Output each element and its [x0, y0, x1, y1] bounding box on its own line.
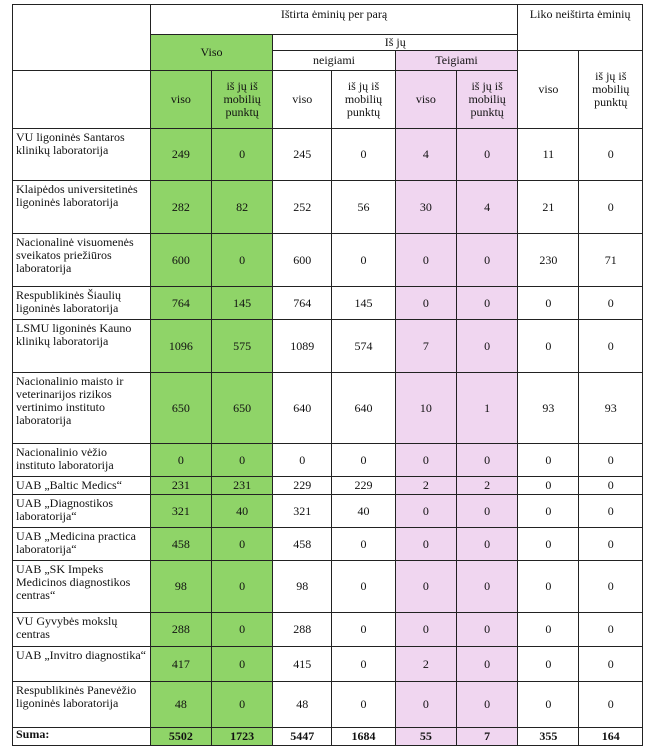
cell-total-mobile: 0 [212, 561, 273, 613]
cell-left-mobile: 0 [579, 287, 643, 320]
cell-positive: 0 [395, 613, 456, 647]
cell-left-mobile: 93 [579, 373, 643, 444]
cell-negative-mobile: 0 [332, 528, 395, 561]
sum-row [13, 728, 643, 746]
cell-left-mobile: 0 [579, 320, 643, 373]
table-row [13, 561, 643, 613]
cell-negative-mobile: 574 [332, 320, 395, 373]
cell-total-mobile: 0 [212, 613, 273, 647]
cell-positive-mobile: 0 [456, 613, 517, 647]
sum-cell-positive-mobile: 7 [456, 728, 517, 746]
table-row [13, 129, 643, 181]
cell-negative-mobile: 0 [332, 444, 395, 477]
cell-left-mobile: 0 [579, 682, 643, 728]
cell-positive-mobile: 0 [456, 287, 517, 320]
table-row [13, 320, 643, 373]
table-row [13, 444, 643, 477]
cell-negative: 1089 [273, 320, 332, 373]
sum-cell-total-mobile: 1723 [212, 728, 273, 746]
header-blank-cell-2 [13, 71, 151, 129]
cell-positive: 30 [395, 181, 456, 234]
header-left-viso: viso [518, 51, 579, 129]
cell-positive-mobile: 0 [456, 528, 517, 561]
cell-left-mobile: 0 [579, 129, 643, 181]
cell-left-mobile: 0 [579, 495, 643, 528]
cell-total: 458 [150, 528, 211, 561]
cell-left: 0 [518, 495, 579, 528]
lab-name: UAB „Diagnostikos laboratorija“ [13, 495, 151, 528]
header-remaining-untested: Liko neištirta ėminių [518, 5, 643, 51]
sum-cell-left-mobile: 164 [579, 728, 643, 746]
lab-name: Nacionalinio vėžio instituto laboratorija [13, 444, 151, 477]
sum-cell-positive: 55 [395, 728, 456, 746]
cell-negative-mobile: 145 [332, 287, 395, 320]
cell-left: 0 [518, 444, 579, 477]
cell-left-mobile: 0 [579, 613, 643, 647]
cell-total-mobile: 0 [212, 129, 273, 181]
cell-total: 650 [150, 373, 211, 444]
cell-left-mobile: 0 [579, 477, 643, 495]
cell-left: 21 [518, 181, 579, 234]
header-tested-per-day: Ištirta ėminių per parą [150, 5, 517, 35]
cell-total-mobile: 145 [212, 287, 273, 320]
cell-total: 0 [150, 444, 211, 477]
lab-name: UAB „SK Impeks Medicinos diagnostikos centras“ [13, 561, 151, 613]
table-row [13, 373, 643, 444]
cell-total: 1096 [150, 320, 211, 373]
sum-cell-negative-mobile: 1684 [332, 728, 395, 746]
cell-negative-mobile: 56 [332, 181, 395, 234]
cell-left: 0 [518, 647, 579, 682]
cell-total-mobile: 82 [212, 181, 273, 234]
cell-negative-mobile: 0 [332, 129, 395, 181]
header-negative-mobile: iš jų iš mobilių punktų [332, 71, 395, 129]
header-left-mobile: iš jų iš mobilių punktų [579, 51, 643, 129]
lab-name: Nacionalinio maisto ir veterinarijos rizikos vertinimo instituto laboratorija [13, 373, 151, 444]
cell-total: 98 [150, 561, 211, 613]
cell-positive: 7 [395, 320, 456, 373]
cell-positive-mobile: 0 [456, 320, 517, 373]
header-total-mobile: iš jų iš mobilių punktų [212, 71, 273, 129]
cell-negative: 415 [273, 647, 332, 682]
lab-name: Respublikinės Panevėžio ligoninės laboratorija [13, 682, 151, 728]
cell-total: 48 [150, 682, 211, 728]
cell-total-mobile: 650 [212, 373, 273, 444]
cell-negative: 245 [273, 129, 332, 181]
cell-negative-mobile: 640 [332, 373, 395, 444]
cell-total: 282 [150, 181, 211, 234]
cell-total-mobile: 0 [212, 528, 273, 561]
cell-total: 231 [150, 477, 211, 495]
cell-positive-mobile: 0 [456, 234, 517, 287]
cell-left: 230 [518, 234, 579, 287]
cell-negative: 229 [273, 477, 332, 495]
cell-total: 600 [150, 234, 211, 287]
cell-positive: 0 [395, 287, 456, 320]
cell-left-mobile: 0 [579, 528, 643, 561]
cell-left: 0 [518, 477, 579, 495]
header-blank-cell [13, 5, 151, 71]
cell-negative: 48 [273, 682, 332, 728]
cell-total-mobile: 0 [212, 444, 273, 477]
cell-positive: 10 [395, 373, 456, 444]
cell-total-mobile: 40 [212, 495, 273, 528]
lab-name: UAB „Baltic Medics“ [13, 477, 151, 495]
cell-negative: 98 [273, 561, 332, 613]
cell-left: 0 [518, 613, 579, 647]
table-row [13, 477, 643, 495]
header-total-viso: viso [150, 71, 211, 129]
cell-positive-mobile: 0 [456, 495, 517, 528]
lab-name: VU ligoninės Santaros klinikų laboratorija [13, 129, 151, 181]
header-total: Viso [150, 35, 272, 71]
header-negative-viso: viso [273, 71, 332, 129]
lab-name: Nacionalinė visuomenės sveikatos priežiūros laboratorija [13, 234, 151, 287]
cell-left: 93 [518, 373, 579, 444]
cell-negative-mobile: 229 [332, 477, 395, 495]
cell-total-mobile: 0 [212, 682, 273, 728]
lab-name: LSMU ligoninės Kauno klinikų laboratorija [13, 320, 151, 373]
cell-total-mobile: 0 [212, 647, 273, 682]
cell-positive: 2 [395, 647, 456, 682]
table-row [13, 647, 643, 682]
cell-negative: 640 [273, 373, 332, 444]
cell-negative-mobile: 0 [332, 234, 395, 287]
cell-negative: 764 [273, 287, 332, 320]
lab-name: UAB „Invitro diagnostika“ [13, 647, 151, 682]
sum-cell-left: 355 [518, 728, 579, 746]
header-positive-viso: viso [395, 71, 456, 129]
cell-positive-mobile: 2 [456, 477, 517, 495]
header-of-which: Iš jų [273, 35, 518, 51]
cell-positive: 0 [395, 495, 456, 528]
lab-results-table [12, 4, 643, 746]
cell-positive-mobile: 1 [456, 373, 517, 444]
table-row [13, 682, 643, 728]
cell-negative: 458 [273, 528, 332, 561]
cell-total: 249 [150, 129, 211, 181]
cell-left: 11 [518, 129, 579, 181]
lab-name: Klaipėdos universitetinės ligoninės laboratorija [13, 181, 151, 234]
cell-positive-mobile: 0 [456, 444, 517, 477]
cell-left: 0 [518, 287, 579, 320]
table-body [13, 5, 643, 746]
cell-positive-mobile: 0 [456, 129, 517, 181]
cell-left-mobile: 71 [579, 234, 643, 287]
header-row-1 [13, 5, 643, 35]
header-positive-mobile: iš jų iš mobilių punktų [456, 71, 517, 129]
lab-name: UAB „Medicina practica laboratorija“ [13, 528, 151, 561]
cell-positive: 0 [395, 682, 456, 728]
cell-positive: 0 [395, 444, 456, 477]
cell-total: 764 [150, 287, 211, 320]
sum-cell-negative: 5447 [273, 728, 332, 746]
cell-left: 0 [518, 528, 579, 561]
sum-label: Suma: [13, 728, 151, 746]
cell-left-mobile: 0 [579, 181, 643, 234]
cell-negative: 0 [273, 444, 332, 477]
cell-left-mobile: 0 [579, 647, 643, 682]
cell-positive: 0 [395, 528, 456, 561]
cell-total: 321 [150, 495, 211, 528]
header-negative: neigiami [273, 51, 395, 71]
table-row [13, 613, 643, 647]
cell-total: 417 [150, 647, 211, 682]
cell-negative: 600 [273, 234, 332, 287]
cell-negative: 252 [273, 181, 332, 234]
cell-left-mobile: 0 [579, 561, 643, 613]
cell-left: 0 [518, 682, 579, 728]
table-row [13, 234, 643, 287]
cell-positive: 2 [395, 477, 456, 495]
cell-positive-mobile: 0 [456, 561, 517, 613]
cell-left-mobile: 0 [579, 444, 643, 477]
cell-total-mobile: 0 [212, 234, 273, 287]
cell-positive: 0 [395, 234, 456, 287]
cell-negative-mobile: 0 [332, 682, 395, 728]
cell-total-mobile: 575 [212, 320, 273, 373]
table-row [13, 287, 643, 320]
cell-negative: 321 [273, 495, 332, 528]
cell-total: 288 [150, 613, 211, 647]
lab-name: Respublikinės Šiaulių ligoninės laboratorija [13, 287, 151, 320]
cell-positive: 0 [395, 561, 456, 613]
cell-positive-mobile: 4 [456, 181, 517, 234]
cell-negative: 288 [273, 613, 332, 647]
cell-positive: 4 [395, 129, 456, 181]
cell-left: 0 [518, 320, 579, 373]
cell-negative-mobile: 0 [332, 647, 395, 682]
cell-left: 0 [518, 561, 579, 613]
lab-name: VU Gyvybės mokslų centras [13, 613, 151, 647]
cell-positive-mobile: 0 [456, 647, 517, 682]
sum-cell-total: 5502 [150, 728, 211, 746]
table-row [13, 528, 643, 561]
cell-negative-mobile: 0 [332, 613, 395, 647]
cell-negative-mobile: 0 [332, 561, 395, 613]
table-row [13, 181, 643, 234]
cell-total-mobile: 231 [212, 477, 273, 495]
header-positive: Teigiami [395, 51, 518, 71]
cell-positive-mobile: 0 [456, 682, 517, 728]
table-row [13, 495, 643, 528]
cell-negative-mobile: 40 [332, 495, 395, 528]
